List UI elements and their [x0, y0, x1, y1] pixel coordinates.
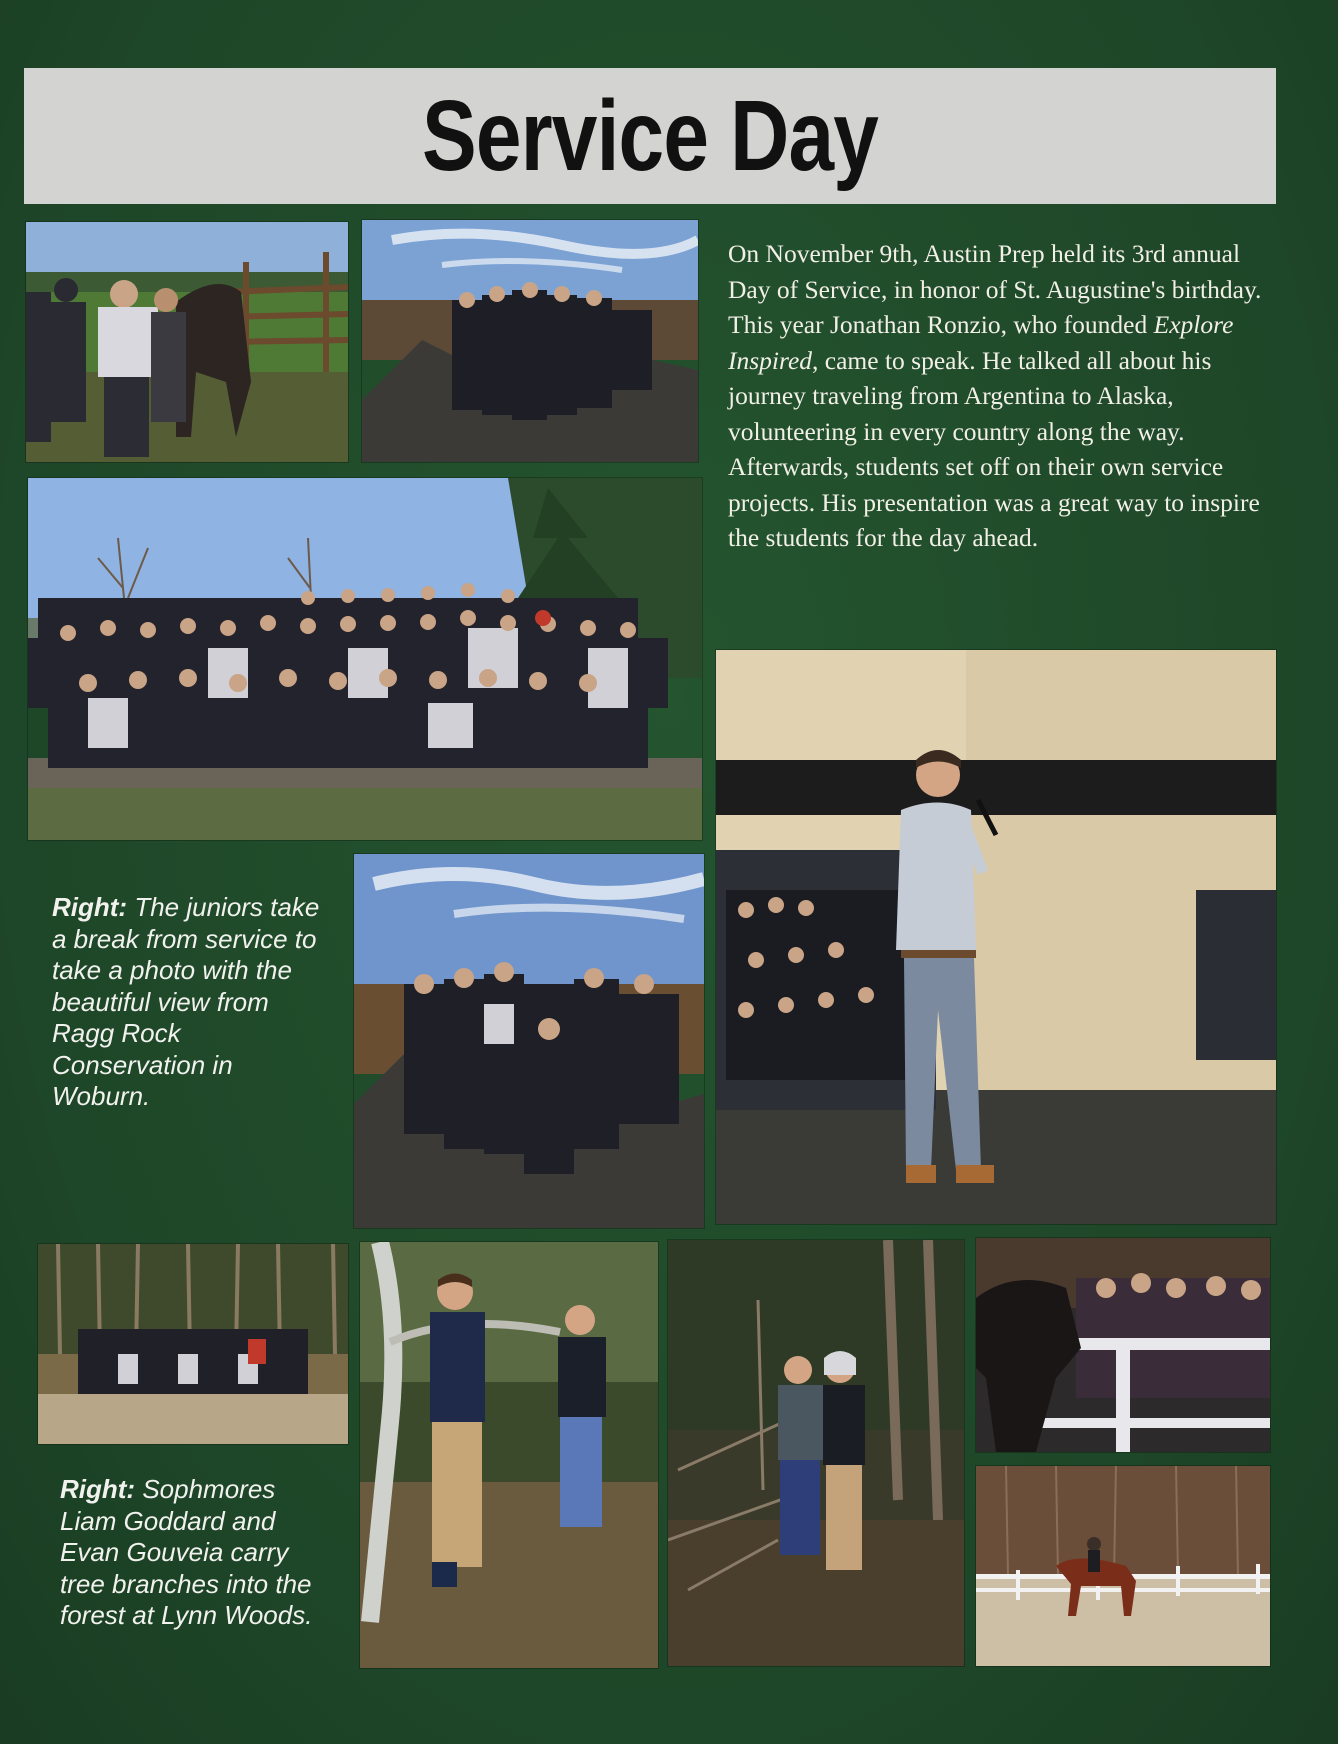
caption-juniors-text: The juniors take a break from service to take a photo with the beautiful view from Ragg Rock Conservation in Woburn. [52, 892, 320, 1111]
photo-horse-fence [976, 1238, 1270, 1452]
title-banner [24, 68, 1276, 204]
photo-branch-carry-2 [668, 1240, 964, 1666]
caption-juniors [52, 892, 322, 1113]
photo-rock-group-small [362, 220, 698, 462]
photo-branch-carry-1 [360, 1242, 658, 1668]
page-title: Service Day [422, 80, 878, 192]
article-body [728, 236, 1276, 556]
photo-woods-group [38, 1244, 348, 1444]
article-text-part2: , came to speak. He talked all about his journey traveling from Argentina to Alaska, volunteering in every country along the way. Afterwards, students set off on their own service projects. His presentation was a great way to inspire the students for the day ahead. [728, 345, 1260, 552]
photo-horse-rider [976, 1466, 1270, 1666]
caption-juniors-lead: Right: [52, 892, 128, 922]
article-emphasis: Explore Inspired [728, 310, 1234, 375]
caption-sophomores [60, 1474, 330, 1632]
photo-rock-group-large [354, 854, 704, 1228]
caption-sophomores-lead: Right: [60, 1474, 136, 1504]
caption-sophomores-text: Sophmores Liam Goddard and Evan Gouveia carry tree branches into the forest at Lynn Woods. [60, 1474, 313, 1630]
article-text-part1: On November 9th, Austin Prep held its 3rd annual Day of Service, in honor of St. Augustine's birthday. This year Jonathan Ronzio, who founded [728, 239, 1262, 339]
photo-large-group [28, 478, 702, 840]
photo-horse-farm [26, 222, 348, 462]
photo-speaker [716, 650, 1276, 1224]
